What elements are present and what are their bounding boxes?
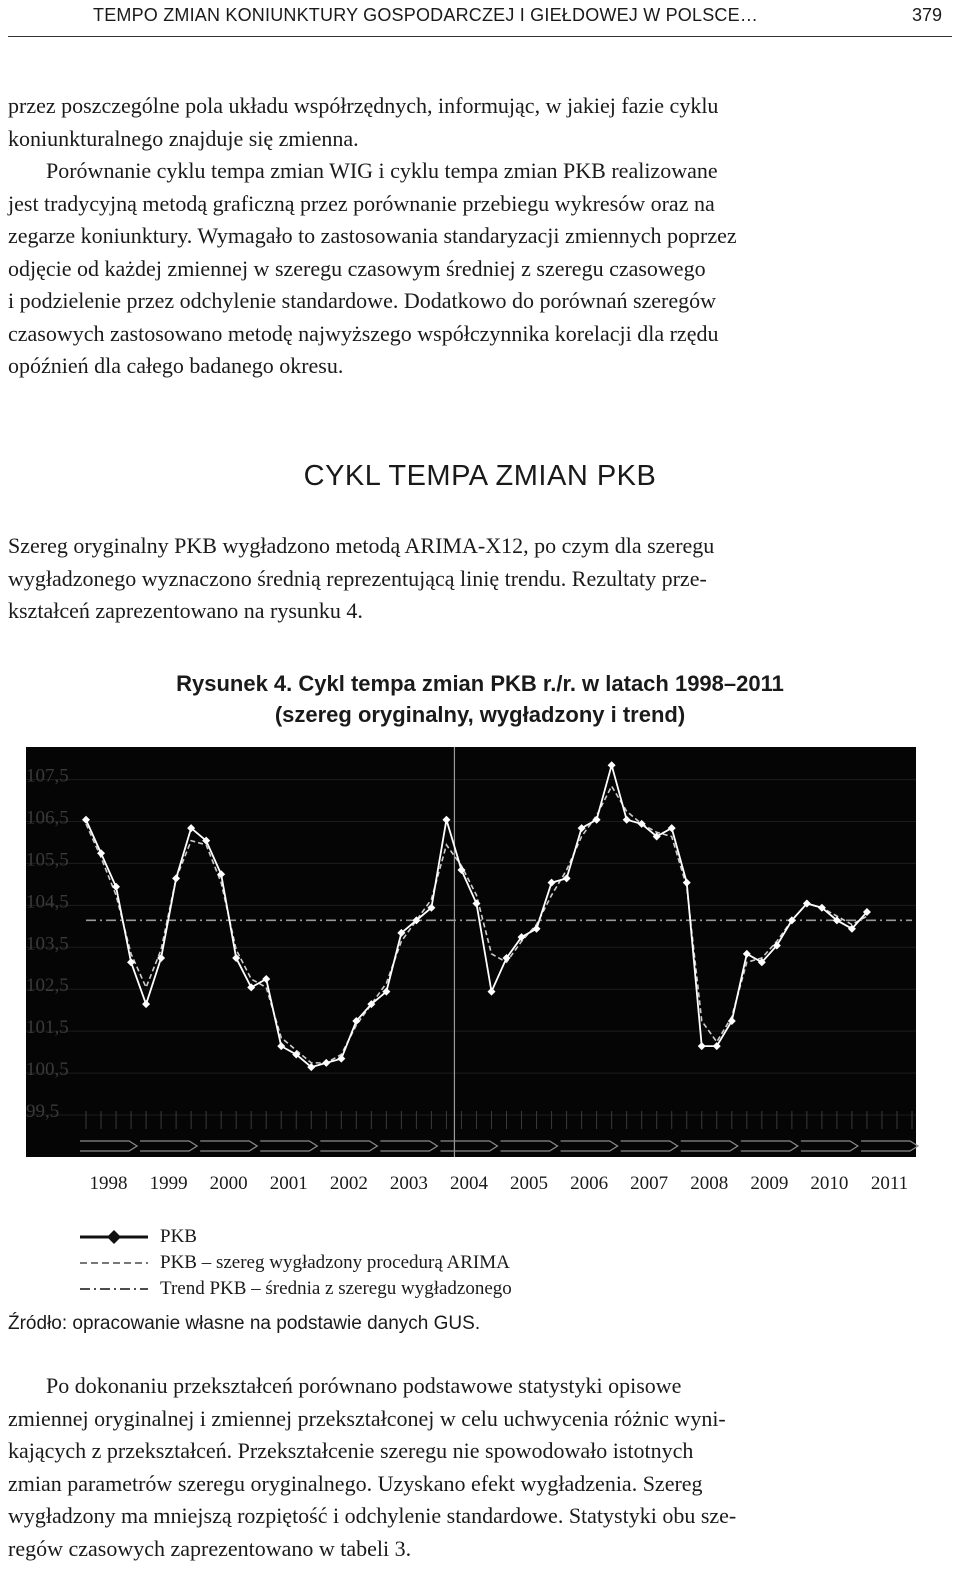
x-year-label: 2001 <box>269 1173 308 1194</box>
legend-label: PKB – szereg wygładzony procedurą ARIMA <box>160 1252 510 1273</box>
x-year-label: 2007 <box>630 1173 669 1194</box>
text-line: opóźnień dla całego badanego okresu. <box>8 353 344 378</box>
text-line: zmiennej oryginalnej i zmiennej przekształconej w celu uchwycenia różnic wyni- <box>8 1405 726 1431</box>
text-line: zegarze koniunktury. Wymagało to zastosowania standaryzacji zmiennych poprzez <box>8 223 737 248</box>
x-year-label: 2000 <box>209 1173 248 1194</box>
text-line: wygładzonego wyznaczono średnią reprezentującą linię trendu. Rezultaty prze- <box>8 565 707 591</box>
text-line: Porównanie cyklu tempa zmian WIG i cyklu tempa zmian PKB realizowane <box>46 158 718 183</box>
text-line: i podzielenie przez odchylenie standardowe. Dodatkowo do porównań szeregów <box>8 288 717 313</box>
x-year-label: 2008 <box>690 1173 729 1194</box>
text-line: zmian parametrów szeregu oryginalnego. Uzyskano efekt wygładzenia. Szereg <box>8 1470 703 1496</box>
y-tick-label: 104,5 <box>26 891 69 913</box>
text-line: przez poszczególne pola układu współrzędnych, informując, w jakiej fazie cyklu <box>8 93 719 118</box>
x-year-label: 2005 <box>510 1173 549 1194</box>
legend-solid-diamond-icon <box>80 1228 148 1246</box>
legend-dashed-line-icon <box>80 1256 148 1270</box>
figure-source: Źródło: opracowanie własne na podstawie danych GUS. <box>8 1313 481 1334</box>
page-number: 379 <box>911 5 942 25</box>
x-year-label: 2003 <box>389 1173 428 1194</box>
y-tick-labels <box>26 766 69 1122</box>
x-year-label: 2002 <box>329 1173 368 1194</box>
pkb-cycle-chart <box>26 747 926 1217</box>
closing-paragraph <box>8 1370 952 1565</box>
intro-paragraph-2 <box>8 155 952 383</box>
running-header <box>8 0 952 37</box>
intro-paragraph-1 <box>8 90 952 155</box>
section-paragraph <box>8 530 952 628</box>
x-year-label: 2009 <box>750 1173 789 1194</box>
figure-title <box>0 668 960 730</box>
x-year-label: 1999 <box>149 1173 188 1194</box>
text-line: kształceń zaprezentowano na rysunku 4. <box>8 598 363 623</box>
y-tick-label: 106,5 <box>26 807 69 829</box>
text-line: kających z przekształceń. Przekształcenie szeregu nie spowodowało istotnych <box>8 1438 694 1463</box>
running-title: TEMPO ZMIAN KONIUNKTURY GOSPODARCZEJ I GIEŁDOWEJ W POLSCE… <box>93 5 759 25</box>
text-line: odjęcie od każdej zmiennej w szeregu czasowym średniej z szeregu czasowego <box>8 255 706 281</box>
y-tick-label: 99,5 <box>26 1101 60 1122</box>
y-tick-label: 107,5 <box>26 765 69 787</box>
text-line: jest tradycyjną metodą graficzną przez porównanie przebiegu wykresów oraz na <box>8 190 715 216</box>
x-year-label: 2011 <box>870 1173 909 1194</box>
legend-dash-dot-line-icon <box>80 1282 148 1296</box>
y-tick-label: 101,5 <box>26 1017 69 1039</box>
text-line: czasowych zastosowano metodę najwyższego współczynnika korelacji dla rzędu <box>8 320 719 346</box>
y-tick-label: 102,5 <box>26 975 69 997</box>
x-year-labels <box>90 1173 909 1194</box>
figure-title-line-2: (szereg oryginalny, wygładzony i trend) <box>274 702 686 727</box>
text-line: regów czasowych zaprezentowano w tabeli 3. <box>8 1535 412 1561</box>
x-year-label: 2010 <box>810 1173 849 1194</box>
x-year-label: 2006 <box>570 1173 609 1194</box>
legend-label: Trend PKB – średnia z szeregu wygładzonego <box>160 1278 512 1299</box>
y-tick-label: 105,5 <box>26 849 69 871</box>
text-line: Po dokonaniu przekształceń porównano podstawowe statystyki opisowe <box>46 1373 682 1398</box>
x-year-label: 1998 <box>89 1173 128 1194</box>
legend-label: PKB <box>160 1226 197 1247</box>
text-line: wygładzony ma mniejszą rozpiętość i odchylenie standardowe. Statystyki obu sze- <box>8 1503 737 1528</box>
text-line: Szereg oryginalny PKB wygładzono metodą ARIMA-X12, po czym dla szeregu <box>8 533 715 558</box>
y-tick-label: 103,5 <box>26 933 69 955</box>
text-line: koniunkturalnego znajduje się zmienna. <box>8 125 359 151</box>
section-heading: CYKL TEMPA ZMIAN PKB <box>303 460 657 492</box>
x-year-label: 2004 <box>449 1173 488 1194</box>
y-tick-label: 100,5 <box>26 1059 69 1081</box>
figure-title-line-1: Rysunek 4. Cykl tempa zmian PKB r./r. w latach 1998–2011 <box>176 671 784 696</box>
